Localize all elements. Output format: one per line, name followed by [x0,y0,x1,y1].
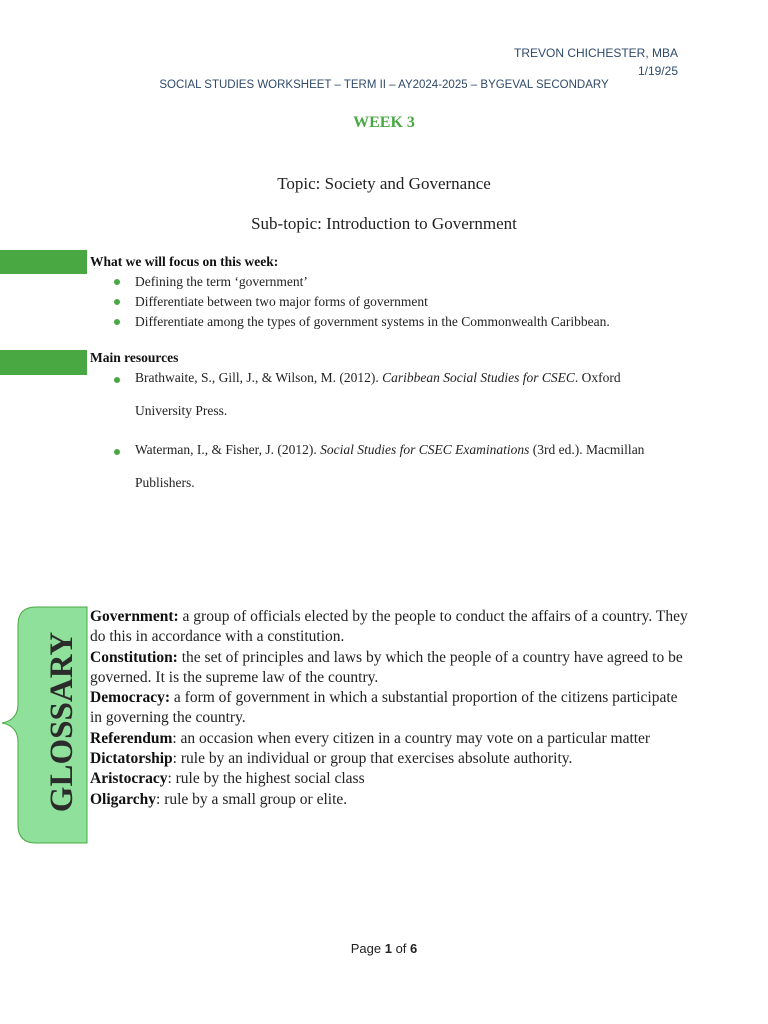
topic-heading: Topic: Society and Governance [277,174,491,193]
page-total: 6 [410,941,418,956]
bullet-icon [114,299,120,305]
focus-item-text: Differentiate among the types of government systems in the Commonwealth Caribbean. [135,314,610,329]
focus-accent-bar [0,250,87,274]
glossary-definition: a form of government in which a substantial proportion of the citizens participate in governing the country. [90,689,678,727]
week-heading: WEEK 3 [353,114,415,131]
page-of: of [391,941,411,956]
glossary-term: Dictatorship [90,750,173,768]
resource-citation-line2: Publishers. [135,475,195,490]
focus-list [114,272,610,332]
glossary-entry [90,749,690,769]
header-date: 1/19/25 [637,64,678,78]
citation-authors: Brathwaite, S., Gill, J., & Wilson, M. (2012). [135,370,383,385]
glossary-definition: : rule by an individual or group that exercises absolute authority. [172,750,573,768]
page-word: Page [350,941,385,956]
glossary-entry [90,648,690,689]
glossary-term: Constitution: [90,648,178,666]
resources-heading: Main resources [90,350,179,365]
resources-accent-bar [0,350,87,375]
bullet-icon [114,319,120,325]
list-item [114,272,610,292]
page-number [0,941,768,956]
list-item [114,312,610,332]
glossary-definitions [90,607,690,810]
header-title: SOCIAL STUDIES WORKSHEET – TERM II – AY2024-2025 – BYGEVAL SECONDARY [159,79,609,91]
glossary-definition: : rule by a small group or elite. [156,790,348,808]
glossary-entry [90,729,690,749]
focus-item-text: Differentiate between two major forms of government [135,294,428,309]
header-author: TREVON CHICHESTER, MBA [513,46,678,60]
list-item [114,292,610,312]
resource-citation-line2: University Press. [135,403,228,418]
glossary-definition: : an occasion when every citizen in a country may vote on a particular matter [172,729,651,747]
glossary-entry [90,769,690,789]
bullet-icon [114,377,120,383]
glossary-definition: the set of principles and laws by which the people of a country have agreed to be governed. It is the supreme law of the country. [90,648,683,686]
glossary-label-text: GLOSSARY [44,631,80,813]
resource-citation-line [135,370,621,386]
bullet-icon [114,279,120,285]
citation-title: Caribbean Social Studies for CSEC [382,370,575,385]
glossary-entry [90,607,690,648]
glossary-label [28,622,88,822]
glossary-entry [90,790,690,810]
glossary-definition: a group of officials elected by the people to conduct the affairs of a country. They do this in accordance with a constitution. [90,608,688,646]
glossary-term: Democracy: [90,689,171,707]
focus-heading: What we will focus on this week: [90,254,279,269]
glossary-entry [90,688,690,729]
citation-publisher: (3rd ed.). Macmillan [529,442,645,457]
resource-citation-line [135,442,644,458]
glossary-term: Referendum [90,729,173,747]
glossary-term: Oligarchy [90,790,157,808]
citation-publisher: . Oxford [574,370,621,385]
page-current: 1 [384,941,392,956]
glossary-term: Government: [90,608,179,625]
focus-item-text: Defining the term ‘government’ [135,274,308,289]
subtopic-heading: Sub-topic: Introduction to Government [251,214,517,233]
glossary-definition: : rule by the highest social class [167,770,365,788]
glossary-term: Aristocracy [90,770,168,788]
citation-title: Social Studies for CSEC Examinations [320,442,530,457]
citation-authors: Waterman, I., & Fisher, J. (2012). [135,442,321,457]
bullet-icon [114,449,120,455]
